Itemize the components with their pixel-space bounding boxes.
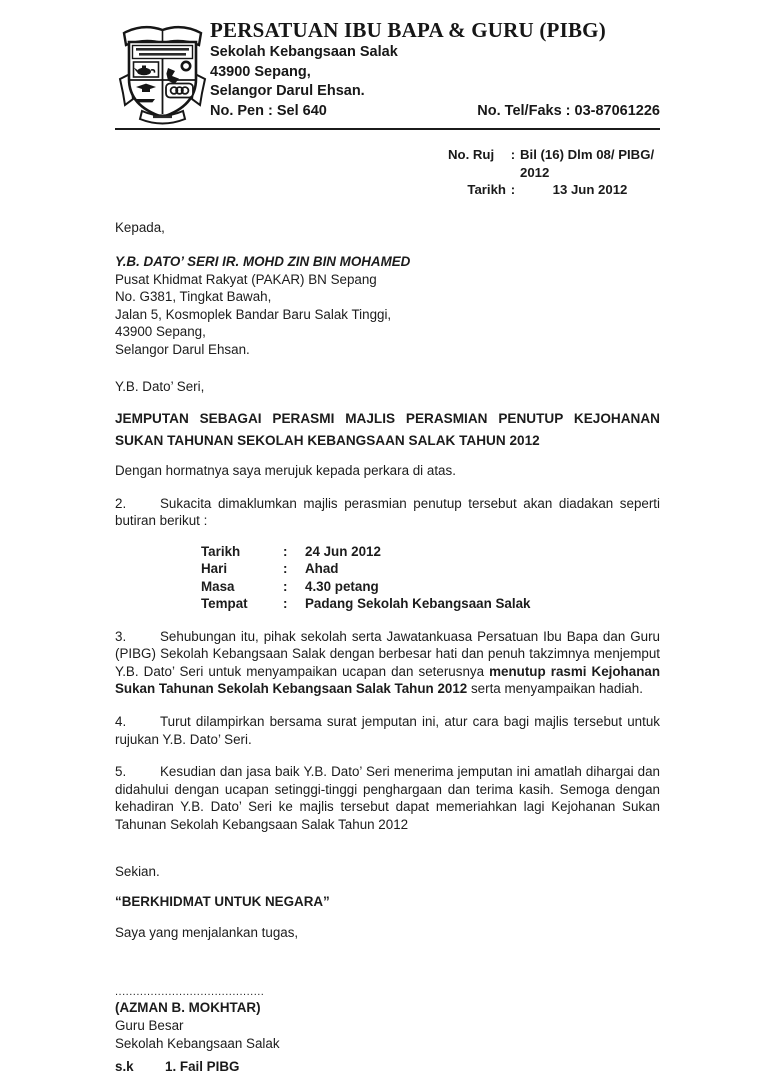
reference-date-row — [448, 181, 660, 199]
detail-row-day — [201, 560, 660, 577]
detail-row-time — [201, 578, 660, 595]
detail-colon: : — [283, 544, 288, 560]
paragraph-3 — [115, 628, 660, 698]
recipient-address-line: No. G381, Tingkat Bawah, — [115, 289, 272, 305]
paragraph-5 — [115, 763, 660, 833]
carbon-copy-row — [115, 1059, 660, 1074]
letterhead-rule — [115, 128, 660, 130]
paragraph-number: 3. — [115, 628, 127, 644]
phone-fax-number: No. Tel/Faks : 03-87061226 — [477, 102, 660, 119]
school-crest-logo — [115, 19, 210, 125]
paragraph-2 — [115, 495, 660, 530]
detail-value: Ahad — [305, 561, 339, 577]
letterhead-bottom-row — [210, 102, 660, 122]
paragraph-number: 5. — [115, 764, 127, 780]
salutation: Y.B. Dato’ Seri, — [115, 378, 205, 394]
date-label: Tarikh — [467, 182, 506, 197]
reference-number-row — [448, 146, 660, 181]
postcode-city: 43900 Sepang, — [210, 63, 311, 80]
motto-line: “BERKHIDMAT UNTUK NEGARA” — [115, 894, 330, 910]
paragraph-number: 2. — [115, 495, 127, 511]
signature-block — [115, 986, 660, 1052]
detail-label: Hari — [201, 561, 228, 577]
ref-label: No. Ruj — [448, 147, 495, 162]
detail-colon: : — [283, 561, 288, 577]
recipient-address-line: Jalan 5, Kosmoplek Bandar Baru Salak Tinggi, — [115, 306, 392, 322]
paragraph-text: serta menyampaikan hadiah. — [467, 681, 643, 697]
paragraph-bold-text: menutup rasmi Kejohanan Sukan Tahunan Sekolah Kebangsaan Salak Tahun 2012 — [115, 663, 660, 697]
paragraph-text: Turut dilampirkan bersama surat jemputan ini, atur cara bagi majlis tersebut untuk rujukan Y.B. Dato’ Seri. — [115, 714, 660, 747]
paragraph-4 — [115, 713, 660, 748]
date-colon: : — [510, 182, 516, 197]
letterhead-text — [210, 18, 660, 121]
detail-row-venue — [201, 595, 660, 612]
detail-value: 4.30 petang — [305, 578, 379, 594]
recipient-name: Y.B. DATO’ SERI IR. MOHD ZIN BIN MOHAMED — [115, 254, 411, 270]
signatory-name: (AZMAN B. MOKHTAR) — [115, 1000, 261, 1016]
signatory-org: Sekolah Kebangsaan Salak — [115, 1035, 280, 1051]
detail-colon: : — [283, 578, 288, 594]
date-value: 13 Jun 2012 — [552, 182, 628, 197]
sekian-line: Sekian. — [115, 863, 160, 879]
recipient-address-line: Pusat Khidmat Rakyat (PAKAR) BN Sepang — [115, 271, 377, 287]
event-details — [201, 543, 660, 613]
paragraph-text: Kesudian dan jasa baik Y.B. Dato’ Seri menerima jemputan ini amatlah dihargai dan didahului dengan ucapan setinggi-tinggi penghargaan dan terima kasih. Semoga dengan kehadiran Y.B. Dato’ Seri ke majlis tersebut dapat memeriahkan lagi Kejohanan Sukan Tahunan Sekolah Kebangsaan Salak Tahun 2012 — [115, 764, 660, 832]
recipient-address-line: Selangor Darul Ehsan. — [115, 342, 250, 358]
detail-label: Tarikh — [201, 544, 241, 560]
letterhead — [115, 18, 660, 125]
sk-label: s.k — [115, 1059, 134, 1074]
paragraph-number: 4. — [115, 714, 127, 730]
state-line: Selangor Darul Ehsan. — [210, 83, 365, 99]
recipient-address-line: 43900 Sepang, — [115, 324, 206, 340]
subject-line: JEMPUTAN SEBAGAI PERASMI MAJLIS PERASMIAN PENUTUP KEJOHANAN SUKAN TAHUNAN SEKOLAH KEBANGSAAN SALAK TAHUN 2012 — [115, 411, 660, 448]
sk-item: 1. Fail PIBG — [165, 1059, 240, 1074]
org-name: PERSATUAN IBU BAPA & GURU (PIBG) — [210, 18, 606, 42]
detail-value: Padang Sekolah Kebangsaan Salak — [305, 596, 531, 612]
registration-number: No. Pen : Sel 640 — [210, 102, 327, 119]
signature-dotted-line: .......................................... — [115, 986, 265, 999]
pre-signature-line: Saya yang menjalankan tugas, — [115, 924, 299, 940]
intro-line: Dengan hormatnya saya merujuk kepada perkara di atas. — [115, 463, 456, 479]
paragraph-text: Sehubungan itu, pihak sekolah serta Jawatankuasa Persatuan Ibu Bapa dan Guru (PIBG) Sekolah Kebangsaan Salak dengan berbesar hati dan penuh takzimnya menjemput Y.B. Dato’ Seri untuk menyampaikan ucapan dan seterusnya — [115, 628, 660, 679]
reference-block — [448, 146, 660, 199]
school-name: Sekolah Kebangsaan Salak — [210, 44, 398, 60]
detail-row-date — [201, 543, 660, 560]
detail-label: Tempat — [201, 596, 248, 612]
signatory-title: Guru Besar — [115, 1017, 184, 1033]
paragraph-text: Sukacita dimaklumkan majlis perasmian penutup tersebut akan diadakan seperti butiran berikut : — [115, 495, 660, 529]
kepada-line: Kepada, — [115, 219, 165, 235]
detail-value: 24 Jun 2012 — [305, 544, 381, 560]
ref-value: Bil (16) Dlm 08/ PIBG/ 2012 — [520, 147, 655, 180]
detail-label: Masa — [201, 578, 235, 594]
detail-colon: : — [283, 596, 288, 612]
ref-colon: : — [510, 147, 516, 162]
